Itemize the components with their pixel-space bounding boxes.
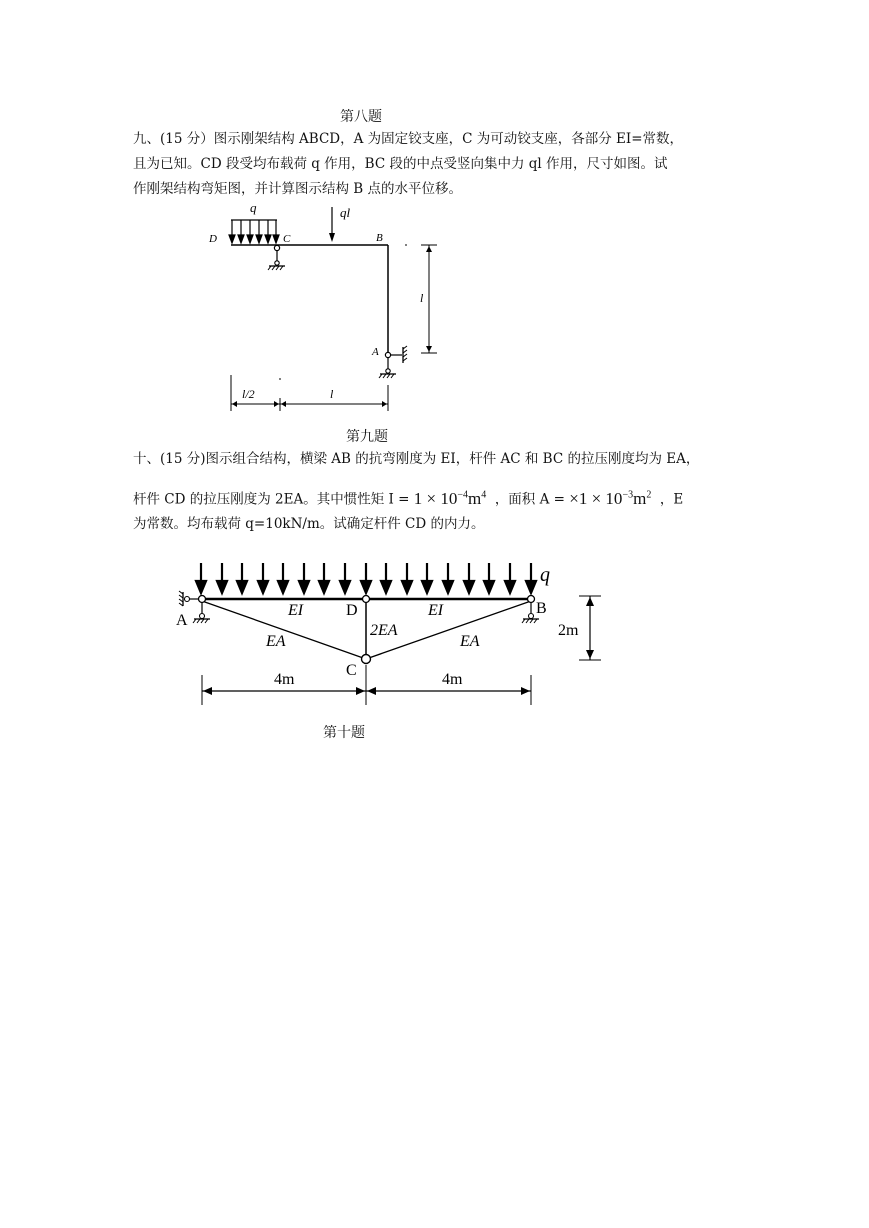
q10-label-D: D: [346, 602, 358, 619]
q10-joint-C: [362, 655, 371, 664]
q10-joint-D: [363, 596, 370, 603]
q10-label-height: 2m: [558, 622, 579, 639]
q9-hinge-C: [274, 245, 279, 250]
q9-line-2: 且为已知。CD 段受均布载荷 q 作用，BC 段的中点受竖向集中力 ql 作用，尺寸如图。试: [133, 156, 668, 172]
q9-label-q: q: [250, 200, 257, 215]
q9-pin-A: [385, 352, 390, 357]
q9-label-B: B: [376, 232, 383, 244]
q10-text: [133, 446, 748, 537]
q9-label-D: D: [209, 233, 217, 245]
q10-label-EI-right: EI: [428, 602, 444, 619]
q9-point-load-arrow: [329, 233, 335, 242]
q10-A-coef: ×1 × 10: [569, 488, 623, 508]
q10-label-q: q: [540, 564, 550, 586]
q10-line-2: 杆件 CD 的拉压刚度为 2EA。其中惯性矩 $I = 1 \times 10^{-4}m^4$ ，面积 $A = \times 1 \times 10^{-3}m^2$ ，E: [133, 488, 684, 508]
q10-label-EI-left: EI: [288, 602, 304, 619]
q8-caption: 第八题: [340, 109, 382, 125]
q10-label-A: A: [176, 612, 188, 629]
q10-label-B: B: [536, 600, 547, 617]
q10-label-EA-left: EA: [266, 633, 286, 650]
q10-line-1: 十、(15 分)图示组合结构，横梁 AB 的抗弯刚度为 EI，杆件 AC 和 BC 的拉压刚度均为 EA，: [133, 451, 700, 467]
q9-line-3: 作刚架结构弯矩图，并计算图示结构 B 点的水平位移。: [133, 181, 463, 197]
q10-label-C: C: [346, 662, 357, 679]
q9-line-1: 九、(15 分）图示刚架结构 ABCD，A 为固定铰支座，C 为可动铰支座，各部分 EI=常数，: [133, 131, 684, 147]
q9-label-ql: ql: [340, 205, 351, 220]
q10-rod-AC: [202, 601, 366, 659]
q10-label-span-right: 4m: [442, 671, 463, 688]
q10-I-coef: 1 × 10: [413, 488, 458, 508]
q9-label-C: C: [283, 233, 291, 245]
q9-distributed-load: [229, 220, 279, 243]
q10-combined-structure-diagram: [170, 555, 610, 715]
q9-text: [133, 127, 748, 202]
q10-line-3: 为常数。均布载荷 q=10kN/m。试确定杆件 CD 的内力。: [133, 515, 485, 532]
q9-label-A: A: [372, 346, 379, 358]
q9-caption: 第九题: [346, 429, 388, 445]
q10-label-span-left: 4m: [274, 671, 295, 688]
q9-frame-diagram: [195, 195, 455, 420]
q9-label-l-half: l/2: [242, 387, 255, 401]
q10-label-2EA: 2EA: [370, 622, 398, 639]
q10-joint-B: [528, 596, 535, 603]
q10-caption: 第十题: [323, 725, 365, 741]
q10-label-EA-right: EA: [460, 633, 480, 650]
q10-distributed-load: [196, 563, 536, 593]
q9-label-l-horiz: l: [330, 387, 334, 401]
q9-label-l-vert: l: [420, 291, 424, 305]
q10-joint-A: [199, 596, 206, 603]
